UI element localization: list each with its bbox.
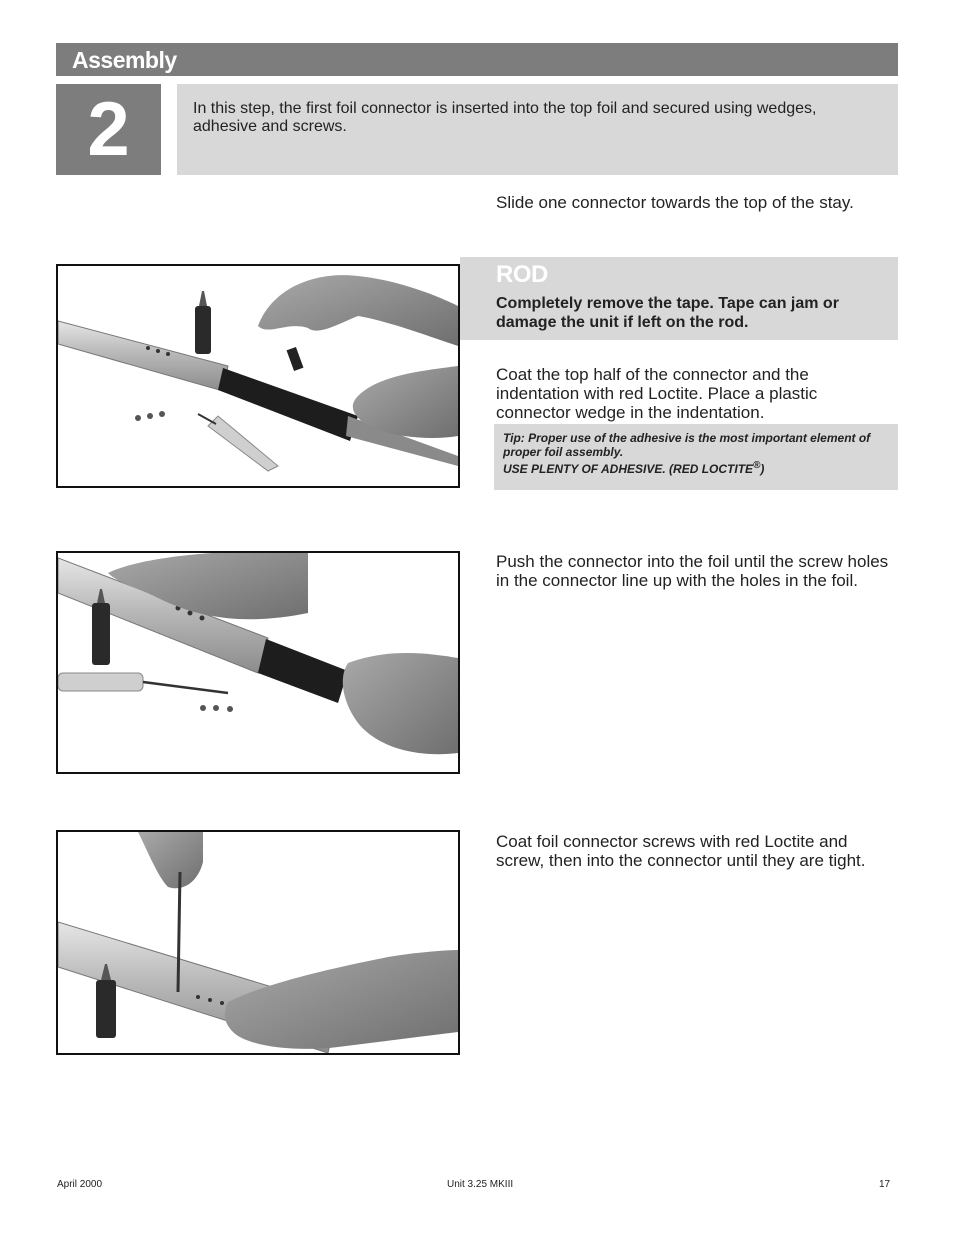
footer-date: April 2000: [57, 1179, 103, 1190]
footer-unit: Unit 3.25 MKIII: [447, 1179, 514, 1190]
section-title: Assembly: [72, 47, 177, 73]
tip-text: [503, 431, 893, 476]
tip-close: ): [760, 462, 765, 476]
tip-line-1: Tip: Proper use of the adhesive is the most important element of proper foil assembly.: [503, 431, 871, 459]
step-intro-box: [177, 84, 898, 175]
photo-push-connector: [56, 551, 460, 774]
rod-warning-box: [460, 257, 898, 340]
registered-mark: ®: [753, 460, 761, 471]
step-number: 2: [56, 84, 161, 175]
instruction-push: Push the connector into the foil until the screw holes in the connector line up with the holes in the foil.: [496, 552, 889, 590]
instruction-coat: Coat the top half of the connector and the indentation with red Loctite. Place a plastic connector wedge in the indentation.: [496, 365, 818, 422]
photo-connector-tape: [56, 264, 460, 488]
rod-warning-text: Completely remove the tape. Tape can jam or damage the unit if left on the rod.: [496, 295, 839, 331]
section-header: [56, 43, 898, 76]
tip-line-2: USE PLENTY OF ADHESIVE. (RED LOCTITE: [503, 462, 754, 476]
instruction-slide: Slide one connector towards the top of the stay.: [496, 193, 854, 212]
instruction-screws: Coat foil connector screws with red Loctite and screw, then into the connector until they are tight.: [496, 832, 866, 870]
page-number: 17: [879, 1179, 891, 1190]
tip-box: [494, 424, 898, 490]
step-intro-text: In this step, the first foil connector is inserted into the top foil and secured using wedges, adhesive and screws.: [193, 100, 817, 135]
photo-screws: [56, 830, 460, 1055]
rod-title: ROD: [496, 261, 548, 288]
